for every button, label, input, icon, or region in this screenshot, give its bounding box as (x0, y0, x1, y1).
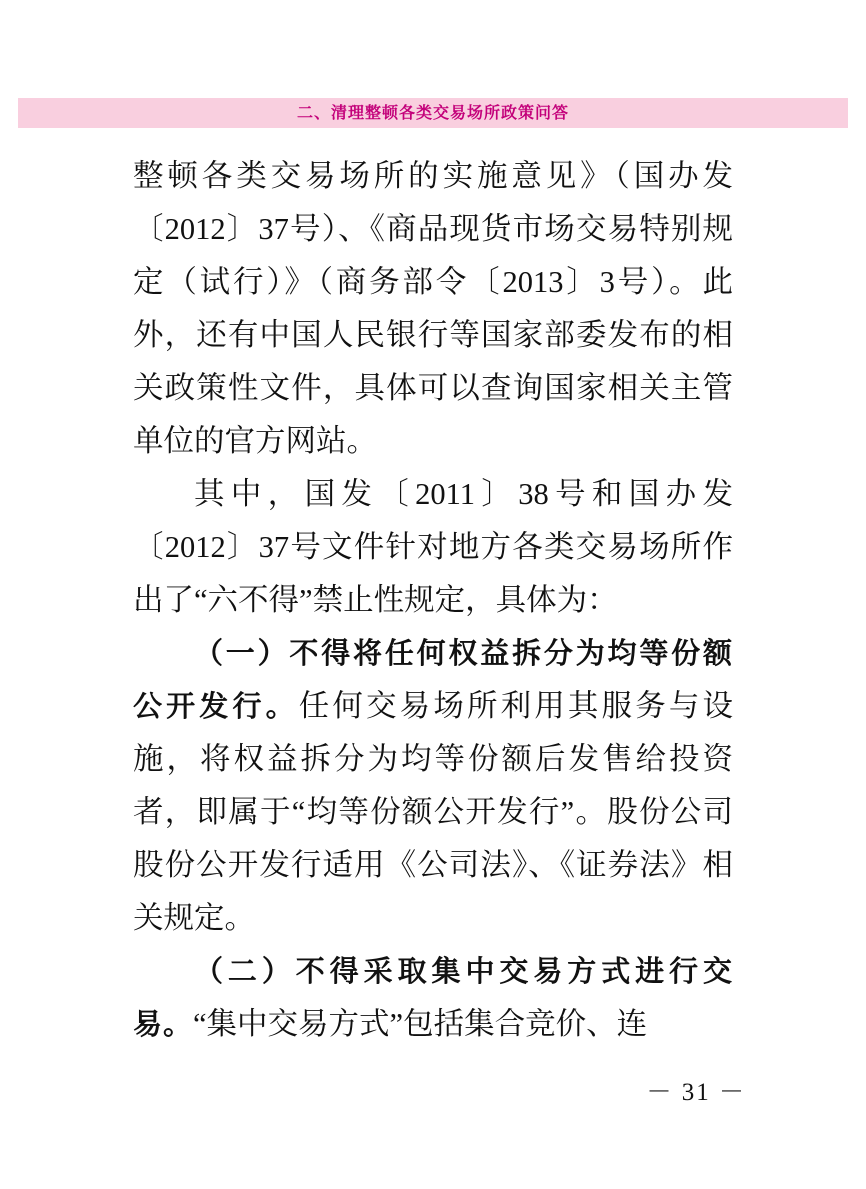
header-title: 二、清理整顿各类交易场所政策问答 (296, 103, 569, 122)
page-number: － 31 － (646, 1079, 746, 1106)
running-header (0, 98, 866, 132)
page-body (133, 150, 733, 1051)
item-one-text: 任何交易场所利用其服务与设施，将权益拆分为均等份额后发售给投资者，即属于“均等份额公开发行”。股份公司股份公开发行适用《公司法》、《证券法》相关规定。 (133, 689, 733, 935)
item-two-text: “集中交易方式”包括集合竞价、连 (193, 1007, 648, 1041)
paragraph-intro: 其中，国发〔2011〕38号和国办发〔2012〕37号文件针对地方各类交易场所作出了“六不得”禁止性规定，具体为： (133, 477, 733, 617)
paragraph-continued: 整顿各类交易场所的实施意见》（国办发〔2012〕37号）、《商品现货市场交易特别规定（试行）》（商务部令〔2013〕3号）。此外，还有中国人民银行等国家部委发布的相关政策性文件，具体可以查询国家相关主管单位的官方网站。 (133, 159, 733, 458)
paragraph-item-one (133, 627, 733, 945)
paragraph-item-two (133, 945, 733, 1051)
item-two-lead: （二）不得采取集中交易方式进行交易。 (133, 954, 733, 1041)
item-one-lead: （一）不得将任何权益拆分为均等份额公开发行。 (133, 636, 733, 723)
